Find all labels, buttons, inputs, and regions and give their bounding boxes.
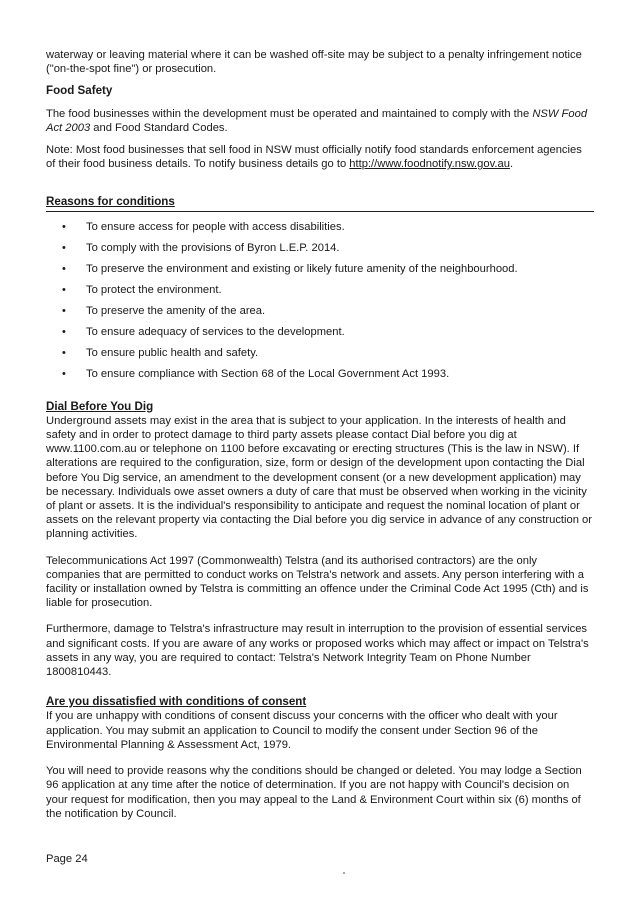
food-safety-text-start: The food businesses within the development must be operated and maintained to comply with the [46, 107, 533, 120]
reason-text: To ensure compliance with Section 68 of the Local Government Act 1993. [86, 367, 450, 380]
dissatisfied-heading: Are you dissatisfied with conditions of consent [46, 695, 307, 709]
dial-paragraph-2: Telecommunications Act 1997 (Commonwealth) Telstra (and its authorised contractors) are the only companies that are permitted to conduct works on Telstra's network and assets. Any person interfering with a facility or installation owned by Telstra is committing an offence under the Criminal Code Act 1995 (Cth) and is liable for prosecution. [46, 554, 589, 610]
page-number: Page 24 [46, 853, 88, 865]
reasons-heading: Reasons for conditions [46, 195, 594, 211]
dissatisfied-paragraph-2: You will need to provide reasons why the conditions should be changed or deleted. You may lodge a Section 96 application at any time after the notice of determination. If you are not happy with Council's decision on your request for modification, then you may appeal to the Land & Environment Court within six (6) months of the notification by Council. [46, 765, 582, 820]
reason-item [46, 220, 594, 241]
reason-item [46, 304, 594, 325]
reason-text: To preserve the amenity of the area. [86, 304, 266, 317]
bullet-icon: • [62, 241, 66, 254]
reason-item [46, 262, 594, 283]
reason-text: To ensure access for people with access disabilities. [86, 220, 345, 233]
dissatisfied-paragraph-1: If you are unhappy with conditions of consent discuss your concerns with the officer who dealt with your application. You may submit an application to Council to modify the consent under Section 96 of the Environmental Planning & Assessment Act, 1979. [46, 710, 558, 751]
reason-text: To comply with the provisions of Byron L.E.P. 2014. [86, 241, 340, 254]
reason-text: To ensure public health and safety. [86, 346, 259, 359]
food-notify-note-text: Note: Most food businesses that sell food in NSW must officially notify food standards enforcement agencies of their food business details. To notify business details go to [46, 144, 582, 171]
dial-paragraph-3: Furthermore, damage to Telstra's infrastructure may result in interruption to the provision of essential services and significant costs. If you are aware of any works or proposed works which may affect or impact on Telstra's assets in any way, you are required to contact: Telstra's Network Integrity Team on Phone Number 1800810443. [46, 623, 589, 679]
intro-paragraph: waterway or leaving material where it can be washed off-site may be subject to a penalty infringement notice ("on-the-spot fine") or prosecution. [46, 49, 582, 76]
dial-before-you-dig-heading: Dial Before You Dig [46, 399, 154, 413]
bullet-icon: • [62, 262, 66, 275]
bullet-icon: • [62, 367, 66, 380]
bullet-icon: • [62, 304, 66, 317]
bullet-icon: • [62, 283, 66, 296]
reason-text: To ensure adequacy of services to the development. [86, 325, 345, 338]
reasons-list [46, 220, 594, 388]
scan-speck [343, 872, 345, 874]
dial-paragraph-1: Underground assets may exist in the area that is subject to your application. In the interests of health and safety and in order to protect damage to third party assets please contact Dial before you dig at www.1100.com.au or telephone on 1100 before excavating or erecting structures (This is the law in NSW). If alterations are required to the configuration, size, form or design of the development upon contacting the Dial before You Dig service, an amendment to the development consent (or a new development application) may be necessary. Individuals owe asset owners a duty of care that must be observed when working in the vicinity of plant or assets. It is the individual's responsibility to anticipate and request the nominal location of plant or assets on the relevant property via contacting the Dial before you dig service in advance of any construction or planning activities. [46, 414, 593, 541]
bullet-icon: • [62, 325, 66, 338]
reason-text: To preserve the environment and existing or likely future amenity of the neighbourhood. [86, 262, 518, 275]
reason-text: To protect the environment. [86, 283, 222, 296]
bullet-icon: • [62, 220, 66, 233]
document-page [46, 48, 594, 821]
reason-item [46, 241, 594, 262]
food-act-title: NSW Food Act 2003 [46, 107, 588, 134]
food-notify-note [46, 143, 594, 171]
food-safety-paragraph [46, 107, 594, 135]
bullet-icon: • [62, 346, 66, 359]
food-safety-heading: Food Safety [46, 84, 113, 98]
reason-item [46, 346, 594, 367]
reason-item [46, 325, 594, 346]
reason-item [46, 367, 594, 388]
food-notify-note-end: . [509, 158, 514, 171]
food-notify-link[interactable]: http://www.foodnotify.nsw.gov.au [349, 158, 510, 171]
food-safety-text-end: and Food Standard Codes. [90, 121, 228, 134]
reason-item [46, 283, 594, 304]
